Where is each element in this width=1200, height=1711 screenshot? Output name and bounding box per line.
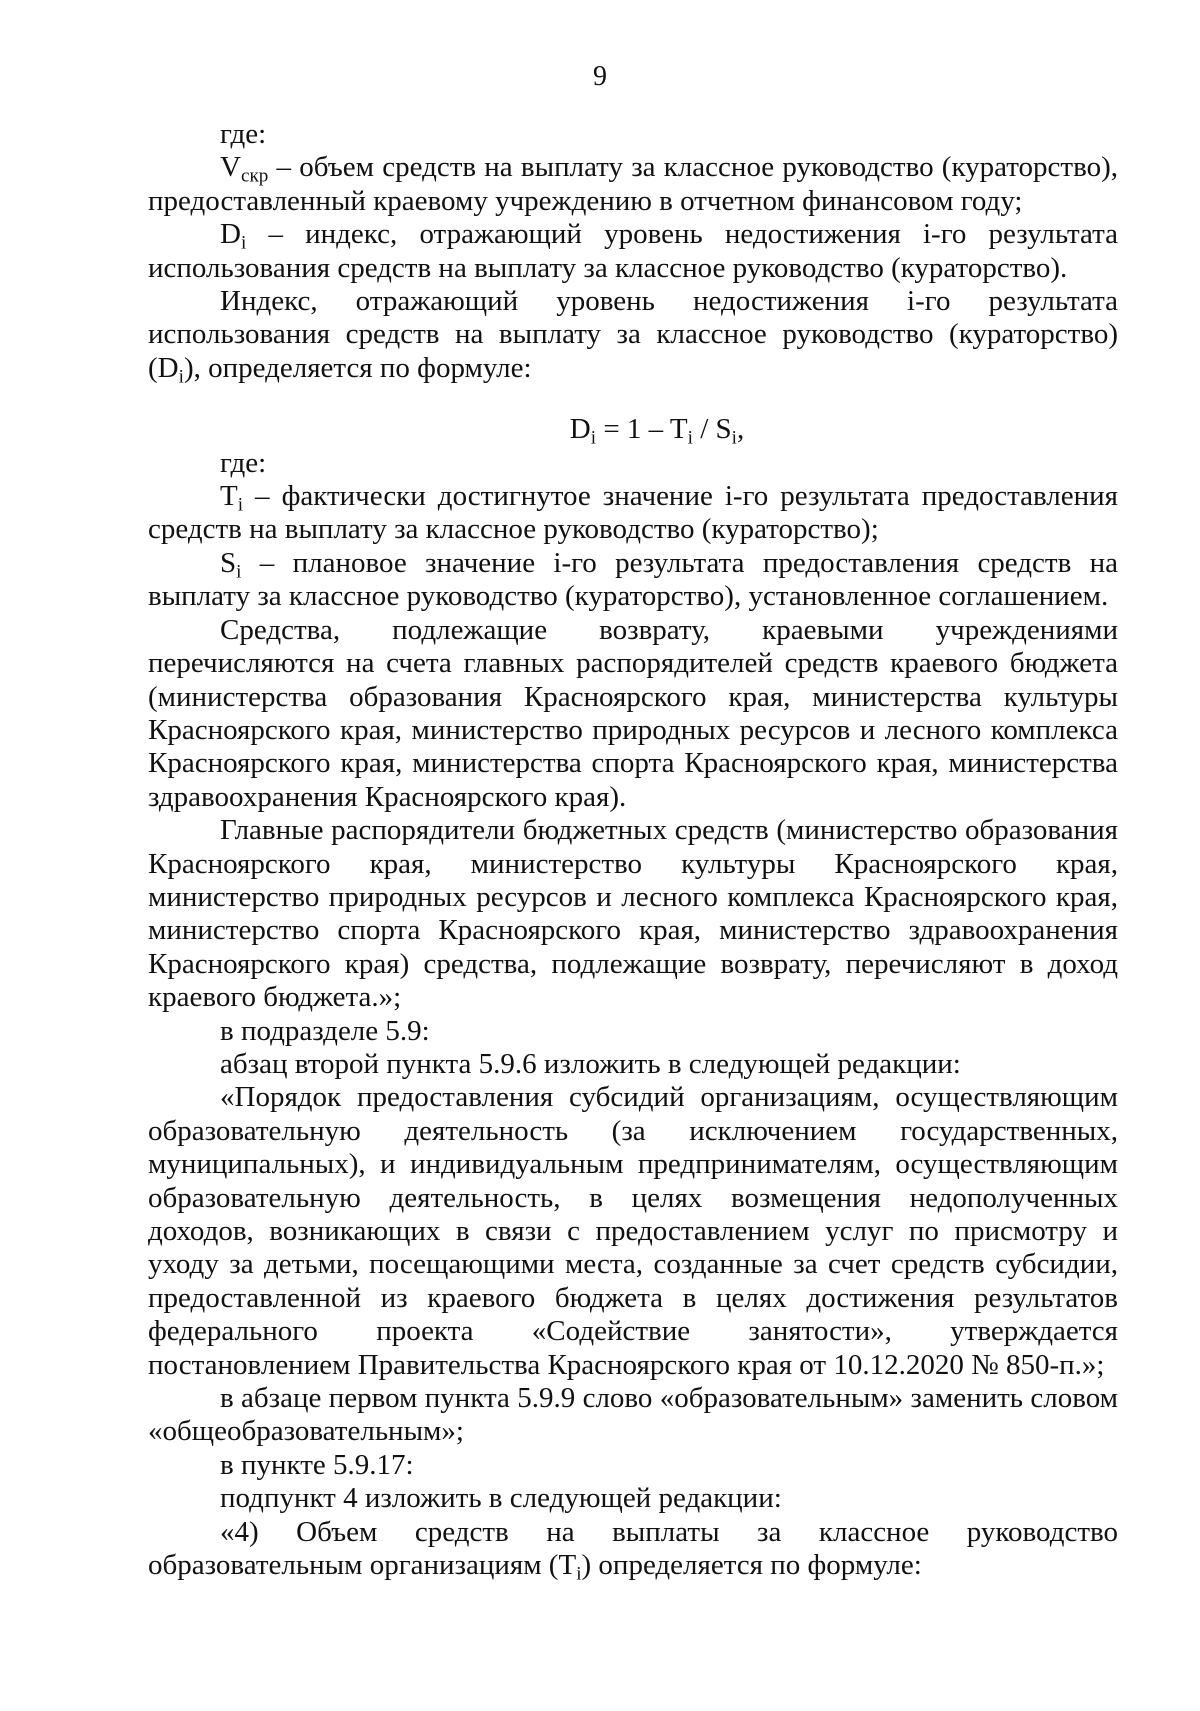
definition-s-i	[148, 547, 1118, 614]
formula-s-sub: i	[731, 427, 737, 449]
page-number: 9	[593, 61, 607, 92]
definition-t-i	[148, 480, 1118, 547]
paragraph-subpoint: подпункт 4 изложить в следующей редакции:	[220, 1482, 782, 1515]
paragraph-point: в пункте 5.9.17:	[220, 1448, 414, 1481]
index-text-end: ), определяется по формуле:	[183, 351, 532, 384]
formula-slash-s: / S	[692, 413, 732, 446]
subscript-i: i	[178, 366, 184, 388]
formula-end: ,	[736, 413, 745, 446]
formula-d-sub: i	[590, 427, 597, 449]
paragraph-funds-return: Средства, подлежащие возврату, краевыми учреждениями перечисляются на счета главных распорядителей средств краевого бюджета (министерства образования Красноярского края, министерства культуры Красноярского края, министерство природных ресурсов и лесного комплекса Красноярского края, министерства спорта Красноярского края, министерства здравоохранения Красноярского края).	[148, 613, 1118, 813]
formula-d-i	[148, 413, 1118, 449]
formula-mid: = 1 – T	[596, 413, 688, 446]
symbol-s: S	[220, 546, 237, 579]
paragraph-order: «Порядок предоставления субсидий организациям, осуществляющим образовательную деятельность (за исключением государственных, муниципальных), и индивидуальным предпринимателям, осуществляющим образовательную деятельность, в целях возмещения недополученных доходов, возникающих в связи с предоставлением услуг по присмотру и уходу за детьми, посещающими места, созданные за счет средств субсидии, предоставленной из краевого бюджета в целях достижения результатов федерального проекта «Содействие занятости», утверждается постановлением Правительства Красноярского края от 10.12.2020 № 850-п.»;	[148, 1081, 1118, 1381]
last-text: «4) Объем средств на выплаты за классное руководство образовательным организациям (T	[148, 1515, 1118, 1582]
formula-d: D	[569, 413, 591, 446]
subscript-i: i	[576, 1563, 582, 1585]
symbol-d: D	[220, 218, 241, 251]
paragraph-replace: в абзаце первом пункта 5.9.9 слово «образовательным» заменить словом «общеобразовательным»;	[148, 1382, 1118, 1448]
paragraph-last	[148, 1516, 1118, 1583]
definition-v-skr	[148, 151, 1118, 218]
subscript-i: i	[236, 561, 242, 583]
definition-v-text: – объем средств на выплату за классное руководство (кураторство), предоставленный краевому учреждению в отчетном финансовом году;	[148, 151, 1118, 217]
last-text-end: ) определяется по формуле:	[581, 1549, 922, 1582]
subscript-i: i	[240, 232, 247, 254]
subscript-skr: скр	[240, 166, 269, 188]
definition-d-i	[148, 218, 1118, 285]
where-label: где:	[220, 118, 267, 150]
paragraph-subsection: в подразделе 5.9:	[220, 1014, 430, 1047]
definition-t-text: – фактически достигнутое значение i-го результата предоставления средств на выплату за классное руководство (кураторство);	[148, 480, 1118, 546]
paragraph-abzac: абзац второй пункта 5.9.6 изложить в следующей редакции:	[220, 1047, 961, 1080]
index-text: Индекс, отражающий уровень недостижения i-го результата использования средств на выплату за классное руководство (кураторство) (D	[148, 285, 1118, 384]
document-body	[148, 118, 1118, 1585]
where-label-2: где:	[220, 446, 267, 479]
index-paragraph	[148, 285, 1118, 388]
formula-t-sub: i	[687, 427, 693, 449]
paragraph-main-managers: Главные распорядители бюджетных средств (министерство образования Красноярского края, министерство культуры Красноярского края, министерство природных ресурсов и лесного комплекса Красноярского края, министерство спорта Красноярского края, министерство здравоохранения Красноярского края) средства, подлежащие возврату, перечисляют в доход краевого бюджета.»;	[148, 814, 1118, 1014]
definition-s-text: – плановое значение i-го результата предоставления средств на выплату за классное руководство (кураторство), установленное соглашением.	[148, 546, 1118, 613]
symbol-t: T	[220, 480, 238, 513]
symbol-v: V	[220, 151, 241, 184]
definition-d-text: – индекс, отражающий уровень недостижения i-го результата использования средств на выплату за классное руководство (кураторство).	[148, 218, 1118, 284]
subscript-i: i	[237, 494, 244, 516]
